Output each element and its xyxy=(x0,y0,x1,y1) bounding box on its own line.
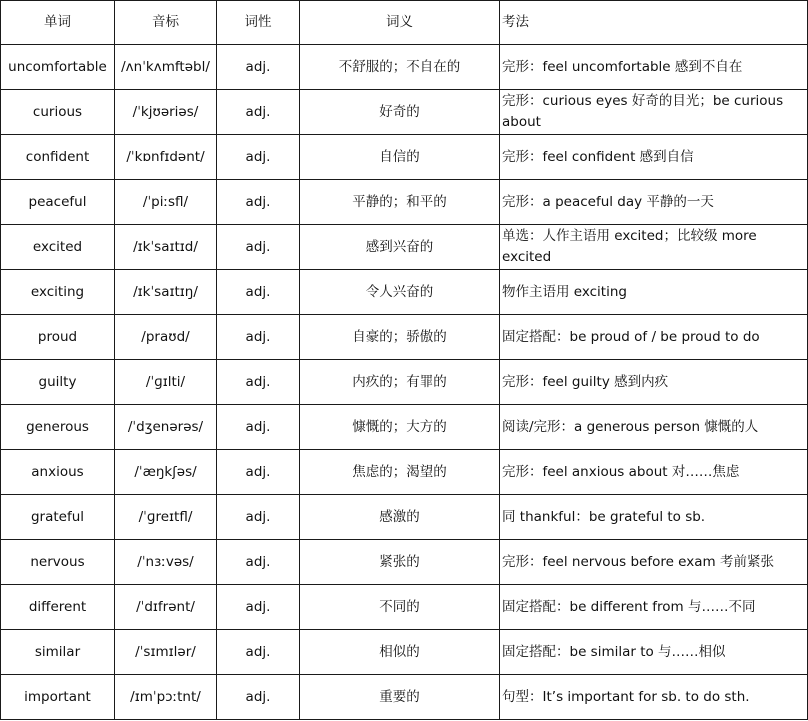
meaning-cell: 不同的 xyxy=(300,585,500,630)
meaning-cell: 感激的 xyxy=(300,495,500,540)
meaning-cell: 自豪的；骄傲的 xyxy=(300,315,500,360)
meaning-cell: 令人兴奋的 xyxy=(300,270,500,315)
phonetic-cell: /ˈɡɪlti/ xyxy=(115,360,217,405)
phonetic-cell: /ɪkˈsaɪtɪŋ/ xyxy=(115,270,217,315)
part-of-speech-cell: adj. xyxy=(217,315,300,360)
header-meaning: 词义 xyxy=(300,1,500,45)
part-of-speech-cell: adj. xyxy=(217,675,300,720)
meaning-cell: 重要的 xyxy=(300,675,500,720)
part-of-speech-cell: adj. xyxy=(217,90,300,135)
usage-cell: 完形：curious eyes 好奇的目光；be curious about xyxy=(500,90,808,135)
phonetic-cell: /ˈnɜːvəs/ xyxy=(115,540,217,585)
part-of-speech-cell: adj. xyxy=(217,45,300,90)
usage-cell: 固定搭配：be similar to 与……相似 xyxy=(500,630,808,675)
word-cell: different xyxy=(1,585,115,630)
word-cell: curious xyxy=(1,90,115,135)
usage-cell: 完形：feel anxious about 对……焦虑 xyxy=(500,450,808,495)
part-of-speech-cell: adj. xyxy=(217,405,300,450)
usage-cell: 完形：feel guilty 感到内疚 xyxy=(500,360,808,405)
usage-cell: 阅读/完形：a generous person 慷慨的人 xyxy=(500,405,808,450)
usage-cell: 完形：a peaceful day 平静的一天 xyxy=(500,180,808,225)
word-cell: generous xyxy=(1,405,115,450)
meaning-cell: 内疚的；有罪的 xyxy=(300,360,500,405)
part-of-speech-cell: adj. xyxy=(217,585,300,630)
part-of-speech-cell: adj. xyxy=(217,225,300,270)
word-cell: confident xyxy=(1,135,115,180)
meaning-cell: 不舒服的；不自在的 xyxy=(300,45,500,90)
table-row xyxy=(1,450,808,495)
table-row xyxy=(1,270,808,315)
phonetic-cell: /ˈdɪfrənt/ xyxy=(115,585,217,630)
word-cell: anxious xyxy=(1,450,115,495)
header-part-of-speech: 词性 xyxy=(217,1,300,45)
part-of-speech-cell: adj. xyxy=(217,270,300,315)
table-row xyxy=(1,630,808,675)
usage-cell: 完形：feel confident 感到自信 xyxy=(500,135,808,180)
word-cell: grateful xyxy=(1,495,115,540)
table-row xyxy=(1,315,808,360)
table-row xyxy=(1,675,808,720)
phonetic-cell: /ɪmˈpɔːtnt/ xyxy=(115,675,217,720)
phonetic-cell: /ʌnˈkʌmftəbl/ xyxy=(115,45,217,90)
table-row xyxy=(1,45,808,90)
word-cell: important xyxy=(1,675,115,720)
phonetic-cell: /ˈsɪmɪlər/ xyxy=(115,630,217,675)
part-of-speech-cell: adj. xyxy=(217,495,300,540)
table-row xyxy=(1,405,808,450)
meaning-cell: 紧张的 xyxy=(300,540,500,585)
header-phonetic: 音标 xyxy=(115,1,217,45)
usage-cell: 句型：It’s important for sb. to do sth. xyxy=(500,675,808,720)
table-body xyxy=(1,45,808,720)
word-cell: nervous xyxy=(1,540,115,585)
table-row xyxy=(1,135,808,180)
word-cell: proud xyxy=(1,315,115,360)
header-usage: 考法 xyxy=(500,1,808,45)
header-word: 单词 xyxy=(1,1,115,45)
table-row xyxy=(1,360,808,405)
meaning-cell: 平静的；和平的 xyxy=(300,180,500,225)
part-of-speech-cell: adj. xyxy=(217,180,300,225)
table-row xyxy=(1,180,808,225)
part-of-speech-cell: adj. xyxy=(217,450,300,495)
word-cell: peaceful xyxy=(1,180,115,225)
word-cell: excited xyxy=(1,225,115,270)
usage-cell: 固定搭配：be different from 与……不同 xyxy=(500,585,808,630)
meaning-cell: 慷慨的；大方的 xyxy=(300,405,500,450)
usage-cell: 固定搭配：be proud of / be proud to do xyxy=(500,315,808,360)
part-of-speech-cell: adj. xyxy=(217,540,300,585)
table-row xyxy=(1,225,808,270)
table-header-row xyxy=(1,1,808,45)
phonetic-cell: /ˈkɒnfɪdənt/ xyxy=(115,135,217,180)
usage-cell: 物作主语用 exciting xyxy=(500,270,808,315)
phonetic-cell: /praʊd/ xyxy=(115,315,217,360)
phonetic-cell: /ˈæŋkʃəs/ xyxy=(115,450,217,495)
usage-cell: 完形：feel uncomfortable 感到不自在 xyxy=(500,45,808,90)
table-row xyxy=(1,495,808,540)
word-cell: guilty xyxy=(1,360,115,405)
table-row xyxy=(1,540,808,585)
table-row xyxy=(1,90,808,135)
phonetic-cell: /ɪkˈsaɪtɪd/ xyxy=(115,225,217,270)
part-of-speech-cell: adj. xyxy=(217,630,300,675)
meaning-cell: 好奇的 xyxy=(300,90,500,135)
usage-cell: 完形：feel nervous before exam 考前紧张 xyxy=(500,540,808,585)
meaning-cell: 感到兴奋的 xyxy=(300,225,500,270)
part-of-speech-cell: adj. xyxy=(217,360,300,405)
usage-cell: 同 thankful：be grateful to sb. xyxy=(500,495,808,540)
word-cell: uncomfortable xyxy=(1,45,115,90)
meaning-cell: 自信的 xyxy=(300,135,500,180)
meaning-cell: 焦虑的；渴望的 xyxy=(300,450,500,495)
phonetic-cell: /ˈkjʊəriəs/ xyxy=(115,90,217,135)
word-cell: similar xyxy=(1,630,115,675)
phonetic-cell: /ˈɡreɪtfl/ xyxy=(115,495,217,540)
phonetic-cell: /ˈpiːsfl/ xyxy=(115,180,217,225)
table-row xyxy=(1,585,808,630)
part-of-speech-cell: adj. xyxy=(217,135,300,180)
meaning-cell: 相似的 xyxy=(300,630,500,675)
word-cell: exciting xyxy=(1,270,115,315)
phonetic-cell: /ˈdʒenərəs/ xyxy=(115,405,217,450)
usage-cell: 单选：人作主语用 excited；比较级 more excited xyxy=(500,225,808,270)
